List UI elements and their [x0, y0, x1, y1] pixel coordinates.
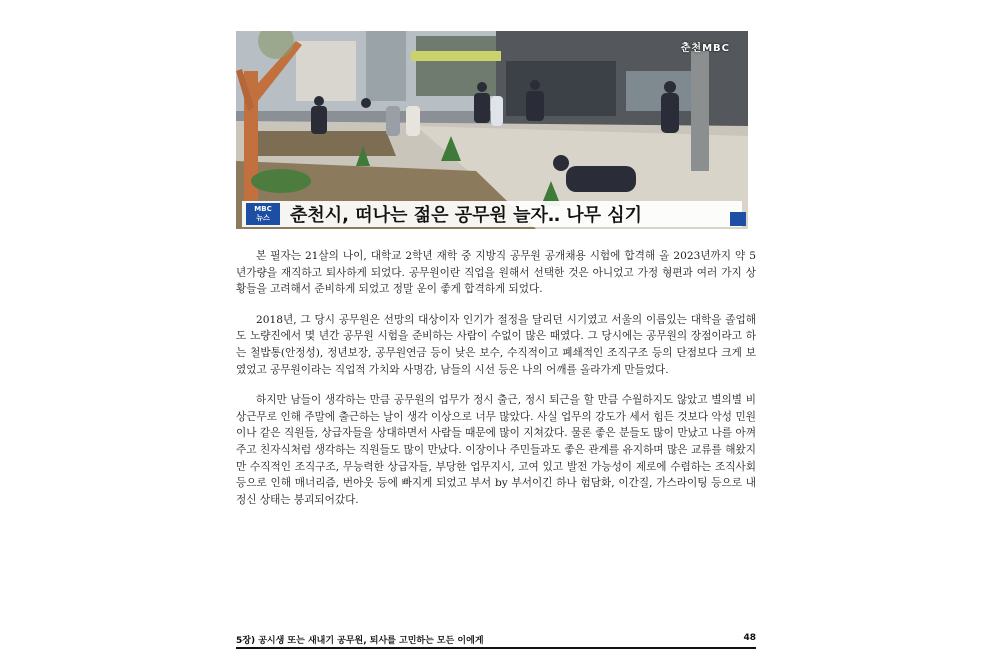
page-footer — [236, 633, 756, 646]
paragraph-2: 2018년, 그 당시 공무원은 선망의 대상이자 인기가 절정을 달리던 시기였고 서울의 이름있는 대학을 졸업해도 노량진에서 몇 년간 공무원 시험을 준비하는 사람이 수없이 많은 때였다. 그 당시에는 공무원의 장점이라고 하는 철밥통(안정성), 정년보장, 공무원연금 등이 낮은 보수, 수직적이고 폐쇄적인 조직구조 등의 단점보다 크게 보였었고 공무원이라는 직업적 가치와 사명감, 남들의 시선 등은 나의 어깨를 올라가게 만들었다. — [236, 313, 756, 376]
news-caption-bar — [242, 201, 742, 227]
news-caption: 춘천시, 떠나는 젊은 공무원 늘자‥ 나무 심기 — [290, 205, 643, 226]
paragraph-3: 하지만 남들이 생각하는 만큼 공무원의 업무가 정시 출근, 정시 퇴근을 할 만큼 수월하지도 않았고 별의별 비상근무로 인해 주말에 출근하는 날이 생각 이상으로 너무 많았다. 사실 업무의 강도가 세서 힘든 것보다 악성 민원이나 같은 직원들, 상급자들을 상대하면서 사람들 때문에 많이 지쳐갔다. 물론 좋은 분들도 많이 만났고 나를 아껴주고 친자식처럼 생각하는 직원들도 많이 만났다. 이장이나 주민들과도 좋은 관계를 유지하며 많은 교류를 해왔지만 수직적인 조직구조, 무능력한 상급자들, 부당한 업무지시, 고여 있고 발전 가능성이 제로에 수렴하는 조직사회 등으로 인해 매너리즘, 번아웃 등에 빠지게 되었고 부서 by 부서이긴 하나 험담화, 이간질, 가스라이팅 등으로 내 정신 상태는 붕괴되어갔다. — [236, 394, 756, 506]
broadcaster-logo: 춘천MBC — [680, 43, 730, 54]
footer-chapter-title: 5장) 공시생 또는 새내기 공무원, 퇴사를 고민하는 모든 이에게 — [236, 636, 484, 646]
page-number: 48 — [743, 633, 756, 643]
footer-divider — [236, 647, 756, 649]
corner-mark-icon — [730, 212, 746, 226]
paragraph-1: 본 필자는 21살의 나이, 대학교 2학년 재학 중 지방직 공무원 공개채용 시험에 합격해 올 2023년까지 약 5년가량을 재직하고 퇴사하게 되었다. 공무원이란 직업을 원해서 선택한 것은 아니었고 가정 형편과 여러 가지 상황들을 고려해서 준비하게 되었고 정말 운이 좋게 합격하게 되었다. — [236, 250, 756, 296]
news-photo — [236, 31, 748, 229]
photo-scene — [236, 31, 748, 229]
news-logo-line1: MBC — [254, 205, 272, 213]
mbc-news-logo — [246, 203, 280, 225]
body-text — [236, 248, 756, 522]
news-logo-line2: 뉴스 — [256, 214, 270, 222]
